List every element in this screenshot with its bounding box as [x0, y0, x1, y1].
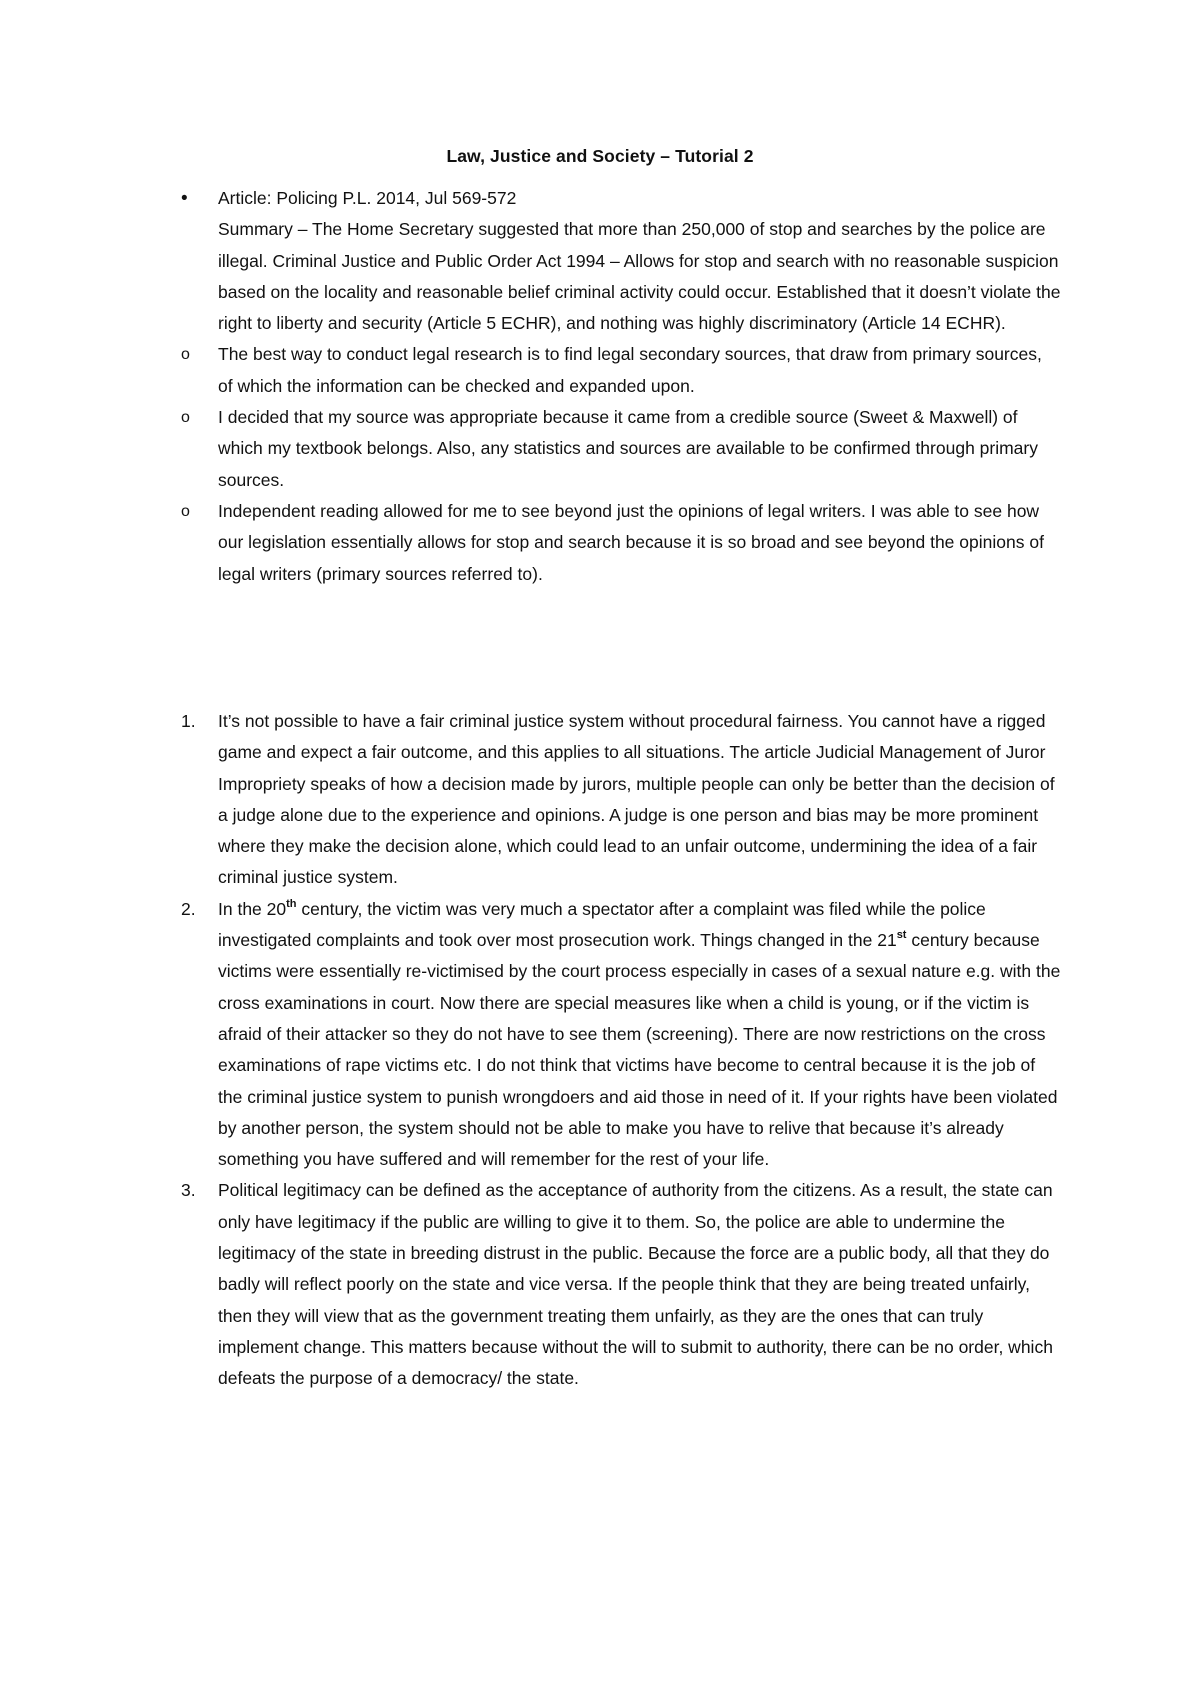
- bullet-marker: •: [181, 188, 188, 209]
- list-item: [181, 339, 1061, 402]
- numbered-item-text: Political legitimacy can be defined as the acceptance of authority from the citizens. As a result, the state can only have legitimacy if the public are willing to give it to them. So, the police are able to undermine the legitimacy of the state in breeding distrust in the public. Because the force are a public body, all that they do badly will reflect poorly on the state and vice versa. If the people think that they are being treated unfairly, then they will view that as the government treating them unfairly, as they are the ones that can truly implement change. This matters because without the will to submit to authority, there can be no order, which defeats the purpose of a democracy/ the state.: [218, 1180, 1053, 1389]
- numbered-list: [181, 706, 1061, 1395]
- superscript-ordinal: th: [286, 897, 297, 910]
- summary-text: Summary – The Home Secretary suggested that more than 250,000 of stop and searches by the police are illegal. Criminal Justice and Public Order Act 1994 – Allows for stop and search with no reasonable suspicion based on the locality and reasonable belief criminal activity could occur. Established that it doesn’t violate the right to liberty and security (Article 5 ECHR), and nothing was highly discriminatory (Article 14 ECHR).: [218, 219, 1061, 334]
- superscript-ordinal: st: [896, 929, 907, 942]
- item-number: 3.: [181, 1180, 196, 1201]
- text-part: century, the victim was very much a spectator after a complaint was filed while the police investigated complaints and took over most prosecution work. Things changed in the 21: [218, 898, 986, 951]
- list-item-text: I decided that my source was appropriate because it came from a credible source (Sweet & Maxwell) of which my textbook belongs. Also, any statistics and sources are available to be confirmed through primary sources.: [218, 407, 1038, 490]
- numbered-item-text: It’s not possible to have a fair criminal justice system without procedural fairness. You cannot have a rigged game and expect a fair outcome, and this applies to all situations. The article Judicial Management of Juror Impropriety speaks of how a decision made by jurors, multiple people can only be better than the decision of a judge alone due to the experience and opinions. A judge is one person and bias may be more prominent where they make the decision alone, which could lead to an unfair outcome, undermining the idea of a fair criminal justice system.: [218, 711, 1055, 888]
- numbered-item: [181, 1175, 1061, 1394]
- list-item-text: Independent reading allowed for me to see beyond just the opinions of legal writers. I was able to see how our legislation essentially allows for stop and search because it is so broad and see beyond the opinions of legal writers (primary sources referred to).: [218, 500, 1044, 584]
- bullet-list: [181, 183, 1061, 590]
- list-item: [181, 496, 1061, 590]
- numbered-item: [181, 894, 1061, 1176]
- item-number: 2.: [181, 898, 196, 919]
- item-number: 1.: [181, 711, 196, 731]
- bullet-marker: o: [181, 409, 190, 427]
- text-part: In the 20: [218, 898, 287, 919]
- list-item: [181, 183, 1061, 339]
- numbered-item-text: [218, 894, 1061, 1176]
- numbered-item: [181, 706, 1061, 894]
- bullet-marker: o: [181, 502, 190, 520]
- article-line: Article: Policing P.L. 2014, Jul 569-572: [218, 188, 517, 208]
- list-item-text: The best way to conduct legal research is to find legal secondary sources, that draw from primary sources, of which the information can be checked and expanded upon.: [218, 344, 1042, 396]
- text-part: century because victims were essentially re-victimised by the court process especially in cases of a sexual nature e.g. with the cross examinations in court. Now there are special measures like when a child is young, or if the victim is afraid of their attacker so they do not have to see them (screening). There are now restrictions on the cross examinations of rape victims etc. I do not think that victims have become to central because it is the job of the criminal justice system to punish wrongdoers and aid those in need of it. If your rights have been violated by another person, the system should not be able to make you have to relive that because it’s already something you have suffered and will remember for the rest of your life.: [218, 930, 1061, 1170]
- list-item: [181, 402, 1061, 496]
- bullet-marker: o: [181, 346, 190, 364]
- document-title: Law, Justice and Society – Tutorial 2: [446, 146, 754, 166]
